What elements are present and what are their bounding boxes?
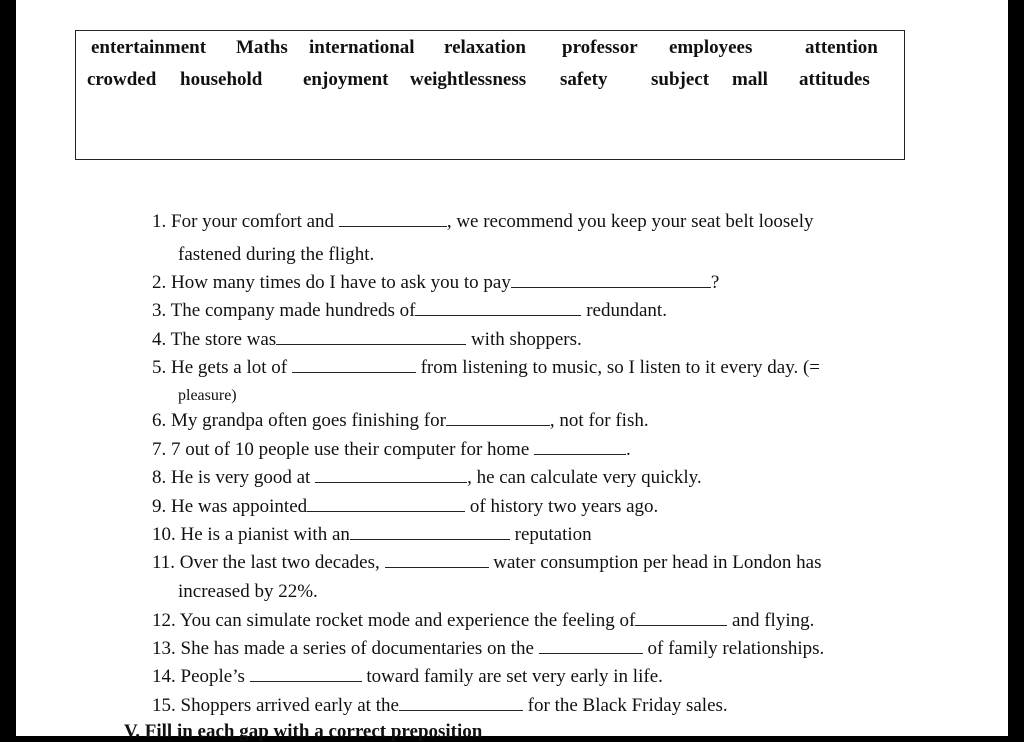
worksheet-page (16, 0, 1008, 742)
answer-blank[interactable] (415, 314, 581, 316)
list-item: 13. She has made a series of documentaries on the of family relationships. (152, 638, 825, 659)
word-bank-word: Maths (236, 37, 288, 58)
answer-blank[interactable] (315, 481, 467, 483)
list-item: 3. The company made hundreds of redundant. (152, 300, 667, 321)
word-bank-word: mall (732, 69, 768, 90)
answer-blank[interactable] (250, 680, 362, 682)
answer-blank[interactable] (399, 709, 523, 711)
list-item-continuation: pleasure) (178, 387, 237, 404)
word-bank-word: safety (560, 69, 608, 90)
answer-blank[interactable] (635, 624, 727, 626)
list-item-continuation: increased by 22%. (178, 581, 318, 602)
word-bank-word: subject (651, 69, 710, 90)
list-item: 10. He is a pianist with an reputation (152, 524, 592, 545)
word-bank-word: international (309, 37, 415, 58)
list-item: 8. He is very good at , he can calculate very quickly. (152, 467, 702, 488)
answer-blank[interactable] (339, 225, 447, 227)
list-item: 11. Over the last two decades, water consumption per head in London has (152, 552, 822, 573)
list-item: 1. For your comfort and , we recommend you keep your seat belt loosely (152, 211, 814, 232)
word-bank-word: entertainment (91, 37, 207, 58)
list-item: 4. The store was with shoppers. (152, 329, 582, 350)
word-bank-word: enjoyment (303, 69, 389, 90)
answer-blank[interactable] (385, 566, 489, 568)
word-bank-word: attention (805, 37, 878, 58)
word-bank-box (75, 30, 905, 160)
word-bank-word: crowded (87, 69, 157, 90)
list-item: 15. Shoppers arrived early at the for the Black Friday sales. (152, 695, 728, 716)
list-item: 7. 7 out of 10 people use their computer for home . (152, 439, 631, 460)
list-item-continuation: fastened during the flight. (178, 244, 375, 265)
word-bank-word: professor (562, 37, 638, 58)
word-bank-word: household (180, 69, 263, 90)
answer-blank[interactable] (446, 424, 550, 426)
answer-blank[interactable] (292, 371, 416, 373)
word-bank-word: employees (669, 37, 753, 58)
answer-blank[interactable] (276, 343, 466, 345)
list-item: 2. How many times do I have to ask you to pay ? (152, 272, 720, 293)
word-bank-word: weightlessness (410, 69, 527, 90)
answer-blank[interactable] (534, 453, 626, 455)
next-section-heading: V. Fill in each gap with a correct preposition (124, 721, 483, 742)
list-item: 12. You can simulate rocket mode and experience the feeling of and flying. (152, 610, 815, 631)
list-item: 9. He was appointed of history two years ago. (152, 496, 659, 517)
answer-blank[interactable] (511, 286, 711, 288)
answer-blank[interactable] (539, 652, 643, 654)
list-item: 6. My grandpa often goes finishing for , not for fish. (152, 410, 649, 431)
list-item: 14. People’s toward family are set very early in life. (152, 666, 663, 687)
word-bank-word: attitudes (799, 69, 870, 90)
list-item: 5. He gets a lot of from listening to music, so I listen to it every day. (= (152, 357, 821, 378)
word-bank-word: relaxation (444, 37, 526, 58)
answer-blank[interactable] (350, 538, 510, 540)
answer-blank[interactable] (307, 510, 465, 512)
